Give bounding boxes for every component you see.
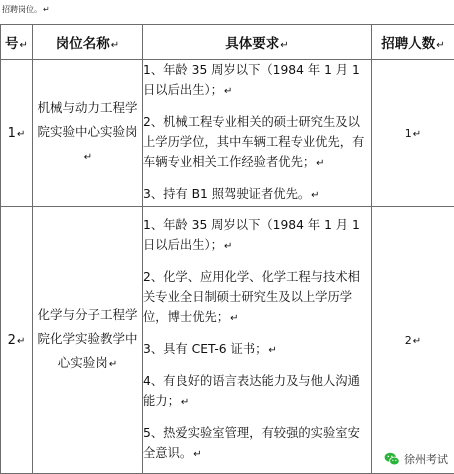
headcount: 2↵ (372, 207, 454, 474)
wechat-icon (384, 451, 400, 467)
row-number: 1↵ (1, 60, 33, 207)
requirement-item: 1、年龄 35 周岁以下（1984 年 1 月 1 日以后出生）；↵ (143, 60, 371, 102)
requirement-item: 1、年龄 35 周岁以下（1984 年 1 月 1 日以后出生）；↵ (143, 215, 371, 257)
watermark (384, 451, 448, 467)
requirement-item: 4、有良好的语言表达能力及与他人沟通能力；↵ (143, 371, 371, 413)
requirement-item: 5、热爱实验室管理，有较强的实验室安全意识。↵ (143, 423, 371, 465)
header-requirements: 具体要求↵ (143, 25, 372, 60)
headcount: 1↵ (372, 60, 454, 207)
header-number: 号↵ (1, 25, 33, 60)
table-row (1, 60, 454, 207)
header-headcount: 招聘人数↵ (372, 25, 454, 60)
table-row (1, 207, 454, 474)
table-caption (0, 0, 454, 24)
requirement-item: 2、化学、应用化学、化学工程与技术相关专业全日制硕士研究生及以上学历学位，博士优先；↵ (143, 267, 371, 329)
watermark-text: 徐州考试 (404, 451, 448, 467)
requirement-item: 2、机械工程专业相关的硕士研究生及以上学历学位，其中车辆工程专业优先，有车辆专业相关工作经验者优先；↵ (143, 112, 371, 174)
requirements-cell (143, 60, 372, 207)
header-position: 岗位名称↵ (33, 25, 143, 60)
paragraph-mark: ↵ (43, 5, 50, 14)
row-number: 2↵ (1, 207, 33, 474)
requirement-item: 3、持有 B1 照驾驶证者优先。↵ (143, 184, 371, 206)
requirement-item: 3、具有 CET-6 证书；↵ (143, 339, 371, 361)
caption-text: 招聘岗位。 (2, 5, 42, 14)
recruitment-table (0, 24, 454, 474)
table-header-row (1, 25, 454, 60)
position-name: 化学与分子工程学院化学实验教学中心实验岗↵ (33, 207, 143, 474)
position-name: 机械与动力工程学院实验中心实验岗↵ (33, 60, 143, 207)
requirements-cell (143, 207, 372, 474)
